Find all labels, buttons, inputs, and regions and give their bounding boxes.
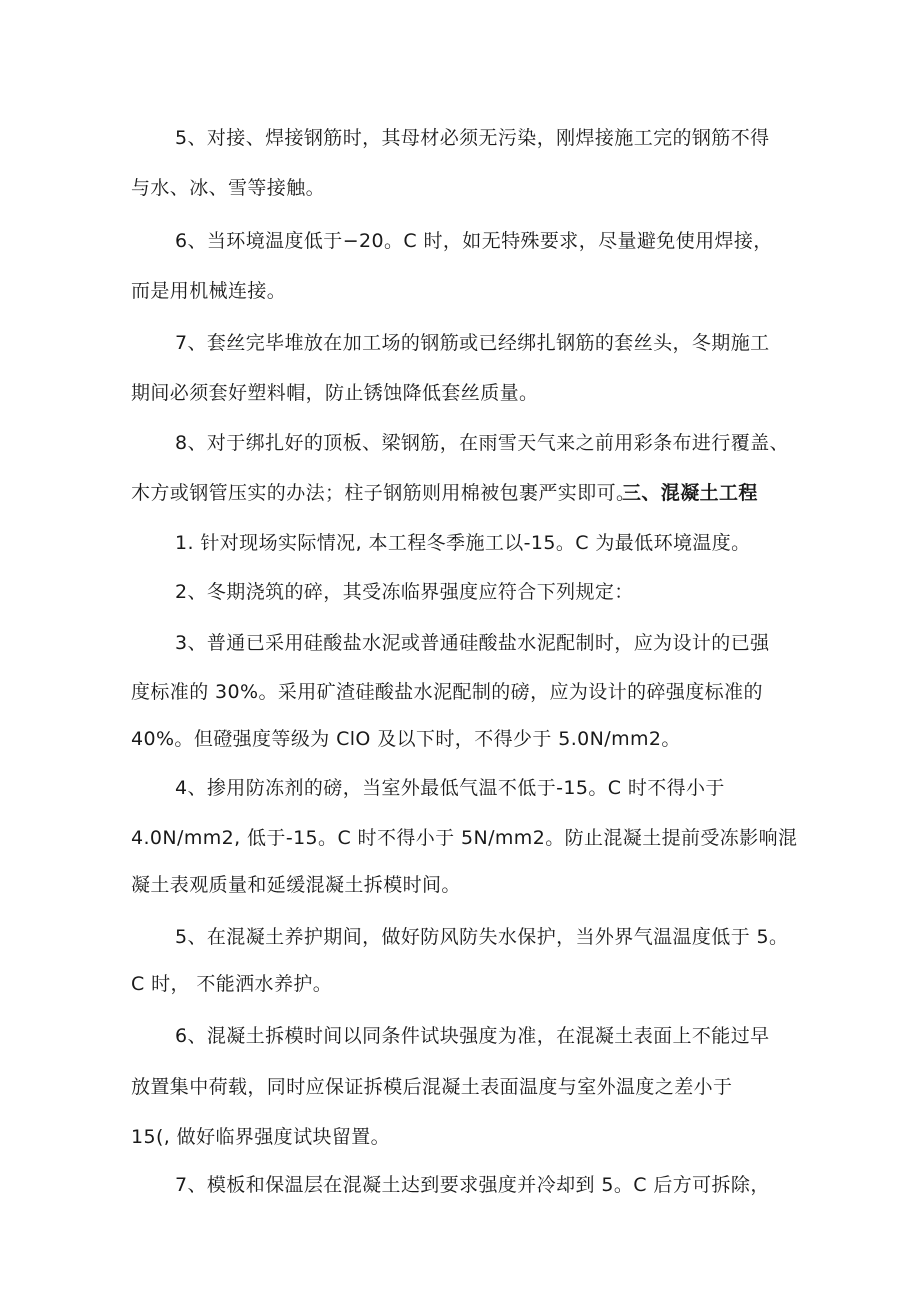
- paragraph-line: 1. 针对现场实际情况, 本工程冬季施工以-15。C 为最低环境温度。: [175, 532, 751, 554]
- paragraph-line: C 时， 不能洒水养护。: [131, 973, 333, 995]
- paragraph-line: 度标准的 30%。采用矿渣硅酸盐水泥配制的磅，应为设计的碎强度标准的: [131, 681, 763, 703]
- paragraph-line: 40%。但磴强度等级为 ClO 及以下时，不得少于 5.0N∕mm2。: [131, 728, 681, 750]
- paragraph-line: 期间必须套好塑料帽，防止锈蚀降低套丝质量。: [131, 382, 539, 404]
- paragraph-line: 而是用机械连接。: [131, 280, 287, 302]
- section-heading: 三、混凝土工程: [622, 482, 758, 504]
- paragraph-line: 5、在混凝土养护期间，做好防风防失水保护，当外界气温温度低于 5。: [175, 926, 789, 948]
- paragraph-line: 7、模板和保温层在混凝土达到要求强度并冷却到 5。C 后方可拆除，: [175, 1174, 770, 1196]
- paragraph-line: 7、套丝完毕堆放在加工场的钢筋或已经绑扎钢筋的套丝头，冬期施工: [175, 332, 770, 354]
- paragraph-line: 6、混凝土拆模时间以同条件试块强度为准，在混凝土表面上不能过早: [175, 1025, 770, 1047]
- paragraph-line: 与水、冰、雪等接触。: [131, 177, 326, 199]
- paragraph-line: 木方或钢管压实的办法；柱子钢筋则用棉被包裹严实即可。: [131, 482, 636, 504]
- paragraph-line: 4、掺用防冻剂的磅，当室外最低气温不低于-15。C 时不得小于: [175, 777, 725, 799]
- paragraph-line: 凝土表观质量和延缓混凝土拆模时间。: [131, 874, 461, 896]
- paragraph-line: 4.0N∕mm2, 低于-15。C 时不得小于 5N∕mm2。防止混凝土提前受冻影响混: [131, 827, 798, 849]
- paragraph-line: 2、冬期浇筑的碎，其受冻临界强度应符合下列规定：: [175, 581, 634, 603]
- paragraph-line: 5、对接、焊接钢筋时，其母材必须无污染，刚焊接施工完的钢筋不得: [175, 127, 770, 149]
- paragraph-line: 15(, 做好临界强度试块留置。: [131, 1126, 391, 1148]
- paragraph-line: 放置集中荷载，同时应保证拆模后混凝土表面温度与室外温度之差小于: [131, 1076, 733, 1098]
- paragraph-line: 8、对于绑扎好的顶板、梁钢筋，在雨雪天气来之前用彩条布进行覆盖、: [175, 432, 789, 454]
- paragraph-line: 3、普通已采用硅酸盐水泥或普通硅酸盐水泥配制时，应为设计的已强: [175, 632, 770, 654]
- paragraph-line: 6、当环境温度低于−20。C 时，如无特殊要求，尽量避免使用焊接，: [175, 230, 773, 252]
